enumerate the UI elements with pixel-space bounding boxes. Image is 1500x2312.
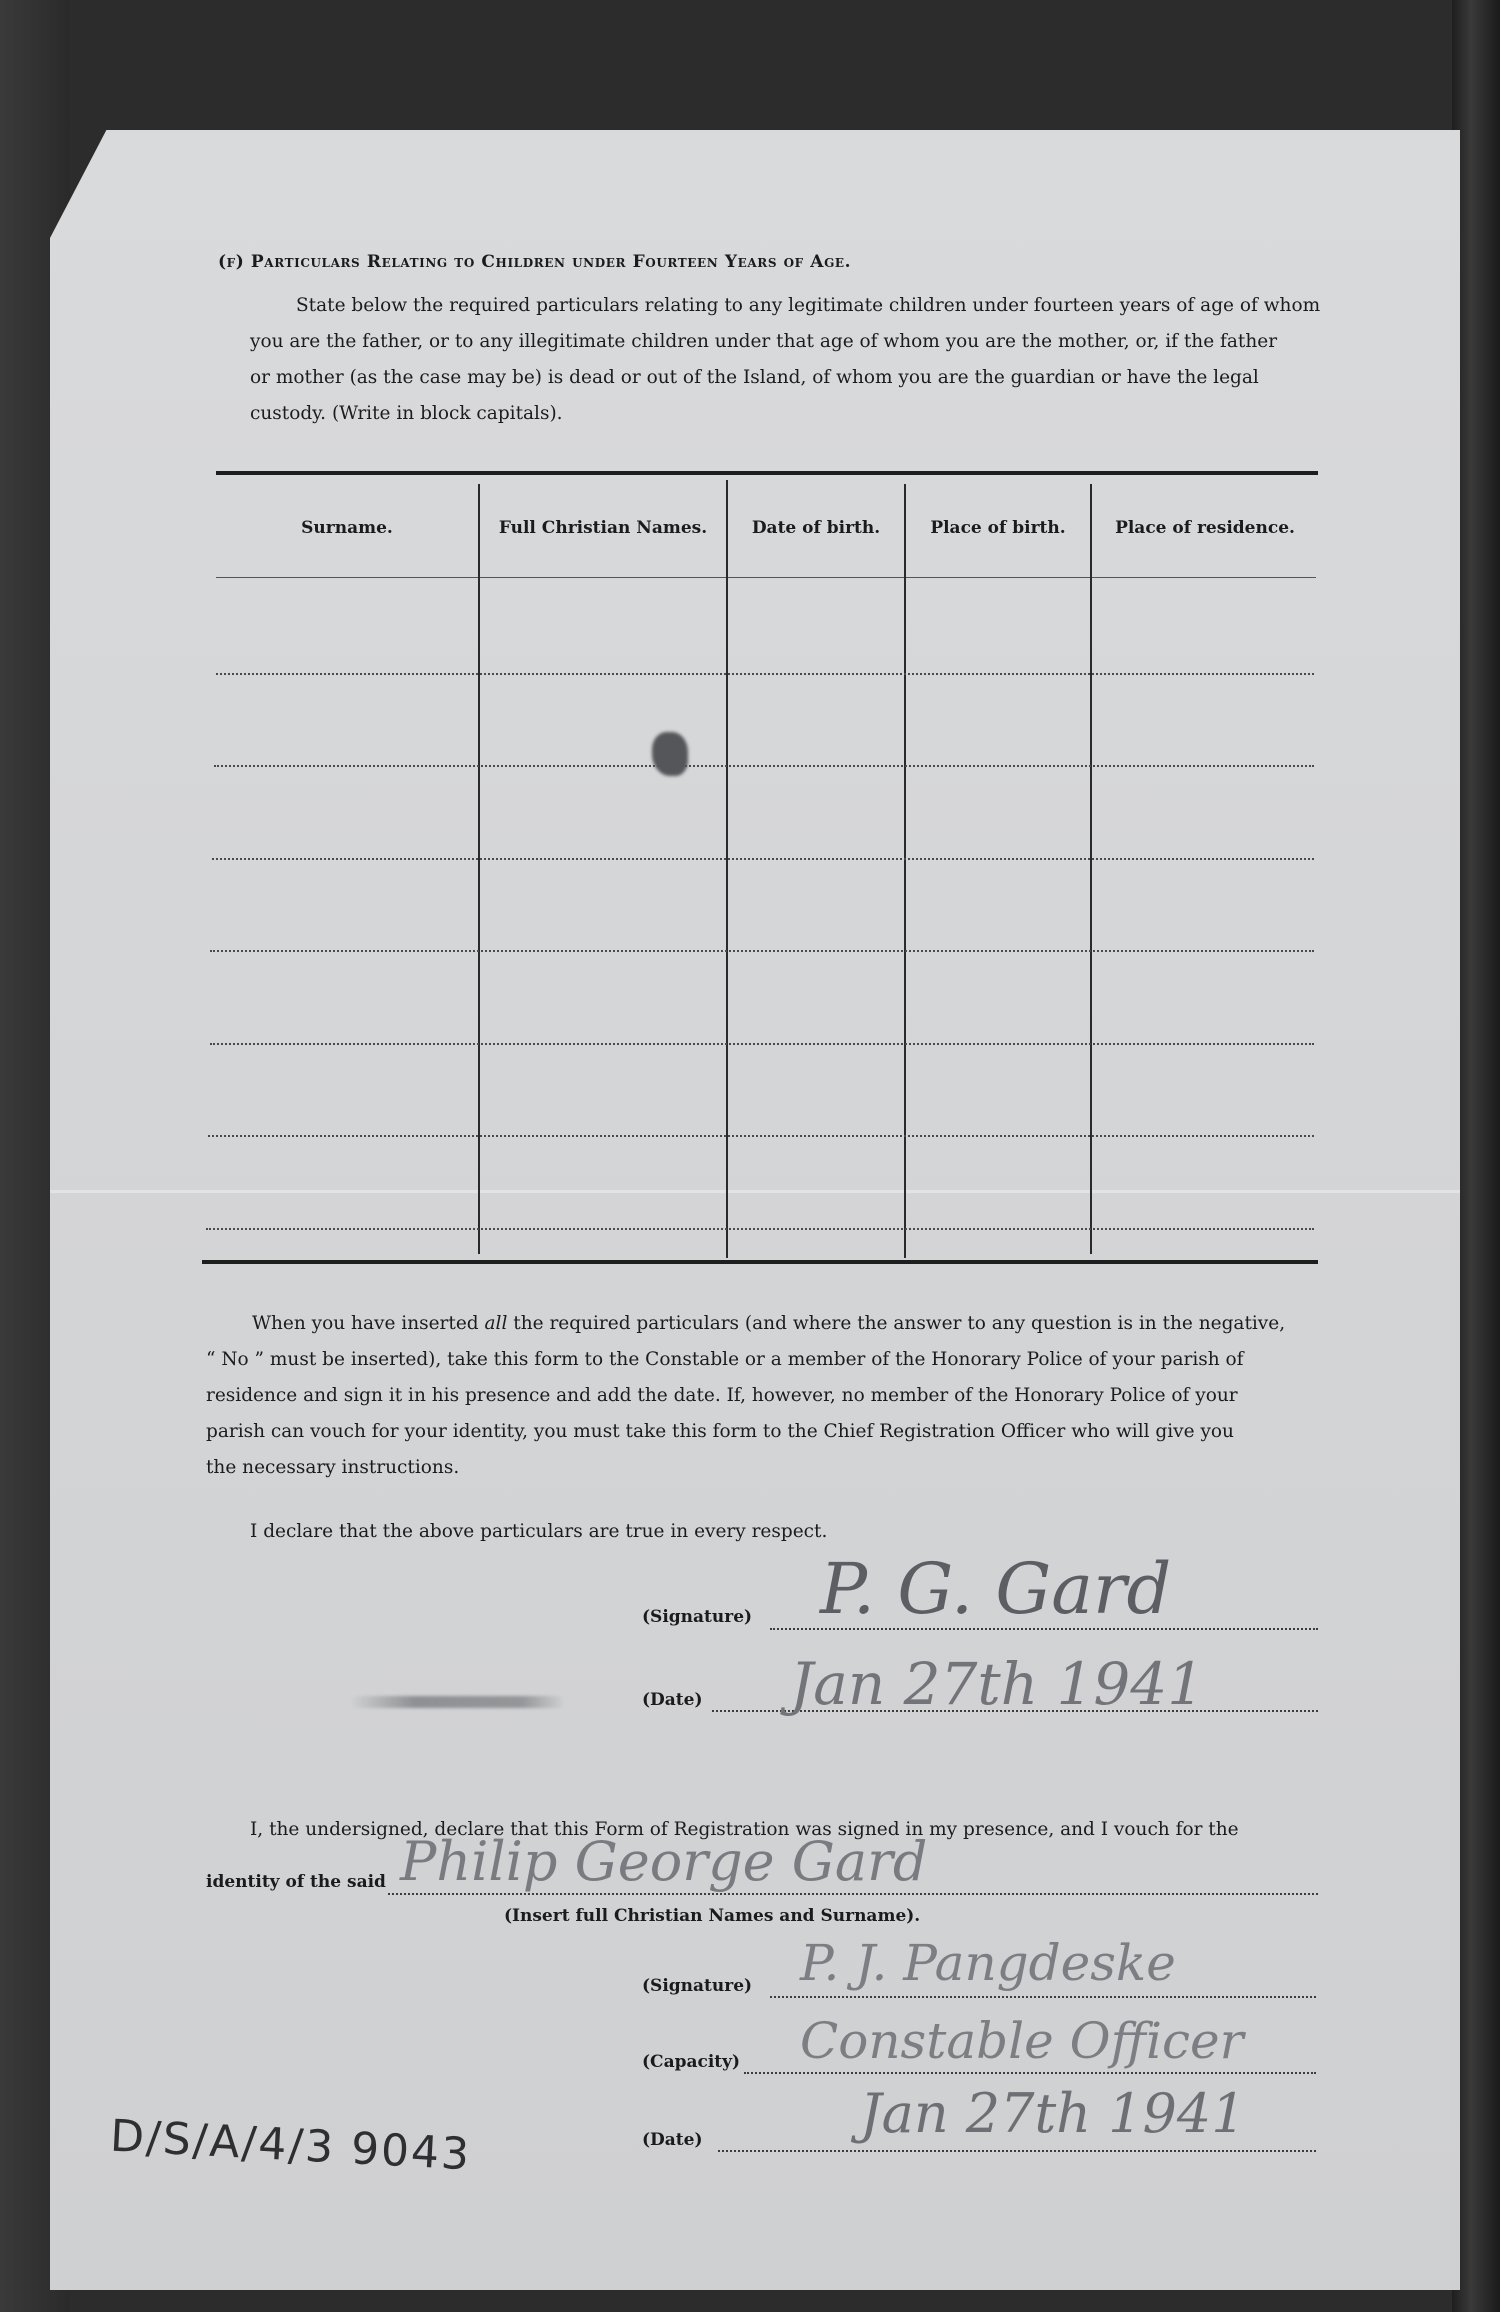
insert-note: (Insert full Christian Names and Surname). [504,1906,921,1926]
header-underline [216,577,478,578]
header-underline [728,577,904,578]
ink-blot [652,732,688,776]
column-divider [1090,484,1092,1254]
officer-signature-label: (Signature) [642,1976,753,1996]
table-bottom-rule [202,1260,1318,1264]
column-divider [904,484,906,1258]
vouch-line-1: I, the undersigned, declare that this Form of Registration was signed in my presence, and I vouch for the [250,1819,1239,1840]
table-row[interactable] [210,1043,1314,1045]
column-header-place-of-birth: Place of birth. [930,518,1066,538]
instructions-line-3: or mother (as the case may be) is dead or out of the Island, of whom you are the guardian or have the legal [250,367,1259,388]
table-row[interactable] [206,1228,1314,1230]
paper-fold [50,1190,1460,1193]
notice-line-3: residence and sign it in his presence and add the date. If, however, no member of the Honorary Police of your [206,1385,1238,1406]
officer-date-line[interactable] [718,2150,1316,2152]
capacity-line[interactable] [744,2072,1316,2074]
column-header-date-of-birth: Date of birth. [751,518,881,538]
instructions-line-4: custody. (Write in block capitals). [250,403,563,424]
notice-emphasis: all [484,1313,508,1334]
table-row[interactable] [214,765,1314,767]
notice-line-5: the necessary instructions. [206,1457,460,1478]
officer-capacity: Constable Officer [800,2012,1244,2070]
notice-line-1-start: When you have inserted [252,1313,485,1334]
form-sheet [50,130,1460,2290]
column-header-christian-names: Full Christian Names. [498,518,708,538]
officer-date: Jan 27th 1941 [860,2082,1246,2145]
declaration-date: Jan 27th 1941 [790,1650,1205,1718]
capacity-label: (Capacity) [642,2052,741,2072]
section-heading: (f) Particulars Relating to Children under Fourteen Years of Age. [218,252,852,272]
column-divider [478,484,480,1254]
instructions-line-1: State below the required particulars relating to any legitimate children under fourteen years of age of whom [296,295,1321,316]
smudge [350,1696,565,1708]
identity-name: Philip George Gard [400,1830,928,1893]
header-underline [480,577,726,578]
declaration-text: I declare that the above particulars are true in every respect. [250,1521,828,1542]
column-divider [726,480,728,1258]
date-label: (Date) [642,1690,703,1710]
archive-reference: D/S/A/4/3 9043 [108,2110,473,2181]
officer-signature-line[interactable] [770,1996,1316,1998]
officer-date-label: (Date) [642,2130,703,2150]
notice-line-4: parish can vouch for your identity, you must take this form to the Chief Registration Officer who will give you [206,1421,1234,1442]
table-row[interactable] [212,858,1314,860]
header-underline [906,577,1090,578]
applicant-signature: P. G. Gard [820,1548,1172,1630]
table-row[interactable] [210,950,1314,952]
notice-line-1-end: the required particulars (and where the answer to any question is in the negative, [507,1313,1286,1334]
instructions-line-2: you are the father, or to any illegitimate children under that age of whom you are the mother, or, if the father [250,331,1278,352]
signature-label: (Signature) [642,1607,753,1627]
header-underline [1092,577,1316,578]
table-row[interactable] [216,673,1314,675]
officer-signature: P. J. Pangdeske [800,1934,1176,1992]
notice-line-2: “ No ” must be inserted), take this form to the Constable or a member of the Honorary Police of your parish of [206,1349,1244,1370]
table-top-rule [216,471,1318,475]
identity-line[interactable] [388,1893,1318,1895]
column-header-place-of-residence: Place of residence. [1115,518,1295,538]
table-row[interactable] [208,1135,1314,1137]
column-header-surname: Surname. [301,518,393,538]
notice-line-1 [252,1306,1320,1342]
identity-label: identity of the said [206,1872,386,1892]
